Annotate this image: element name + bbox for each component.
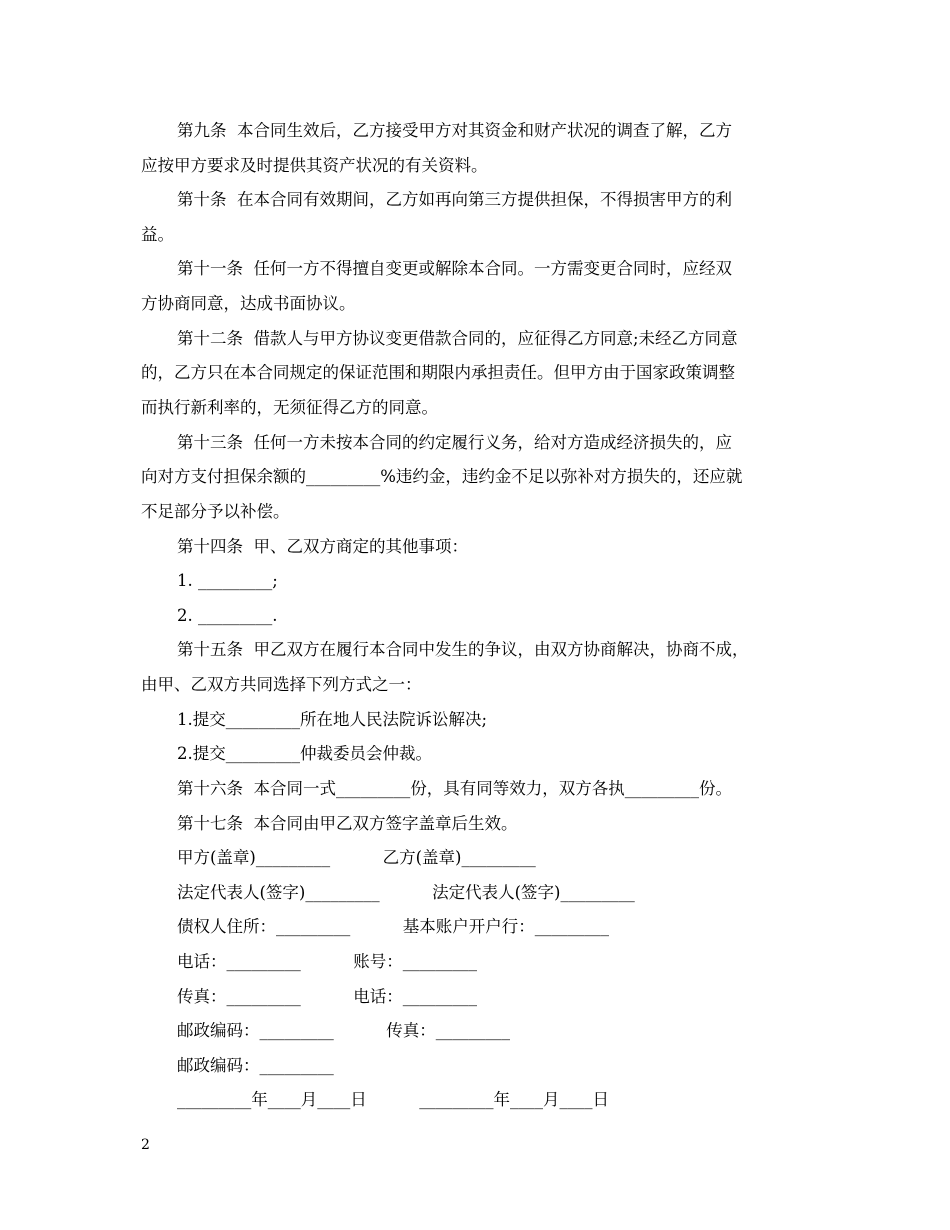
clause-13-line-3: 不足部分予以补偿。 (141, 502, 290, 521)
clause-9-line-2: 应按甲方要求及时提供其资产状况的有关资料。 (141, 156, 488, 175)
clause-10-line-1: 第十条 在本合同有效期间，乙方如再向第三方提供担保，不得损害甲方的利 (177, 190, 732, 209)
clause-12-line-3: 而执行新利率的，无须征得乙方的同意。 (141, 398, 438, 417)
clause-9-line-1: 第九条 本合同生效后，乙方接受甲方对其资金和财产状况的调查了解，乙方 (177, 121, 732, 140)
signature-rep-line: 法定代表人(签字)_________ 法定代表人(签字)_________ (177, 883, 635, 902)
clause-14-item-2: 2. _________. (177, 606, 278, 625)
clause-16-line-1: 第十六条 本合同一式_________份，具有同等效力，双方各执_________份。 (177, 779, 732, 798)
address-bank-line: 债权人住所：_________ 基本账户开户行：_________ (177, 917, 609, 936)
clause-11-line-2: 方协商同意，达成书面协议。 (141, 294, 356, 313)
phone-account-line: 电话：_________ 账号：_________ (177, 952, 477, 971)
clause-15-item-2: 2.提交_________仲裁委员会仲裁。 (177, 744, 432, 763)
fax-phone-line: 传真：_________ 电话：_________ (177, 987, 477, 1006)
clause-13-line-2: 向对方支付担保余额的_________%违约金，违约金不足以弥补对方损失的，还应就 (141, 467, 743, 486)
date-line: _________年____月____日 _________年____月____日 (177, 1090, 609, 1109)
clause-17-line-1: 第十七条 本合同由甲乙双方签字盖章后生效。 (177, 814, 518, 833)
clause-13-line-1: 第十三条 任何一方未按本合同的约定履行义务，给对方造成经济损失的，应 (177, 433, 732, 452)
clause-10-line-2: 益。 (141, 225, 174, 244)
clause-11-line-1: 第十一条 任何一方不得擅自变更或解除本合同。一方需变更合同时，应经双 (177, 259, 732, 278)
signature-seal-line: 甲方(盖章)_________ 乙方(盖章)_________ (177, 848, 536, 867)
clause-12-line-1: 第十二条 借款人与甲方协议变更借款合同的，应征得乙方同意;未经乙方同意 (177, 329, 738, 348)
page-number: 2 (141, 1137, 150, 1153)
clause-15-item-1: 1.提交_________所在地人民法院诉讼解决; (177, 710, 488, 729)
clause-15-line-1: 第十五条 甲乙双方在履行本合同中发生的争议，由双方协商解决，协商不成， (177, 640, 749, 659)
clause-14-line-1: 第十四条 甲、乙双方商定的其他事项： (177, 537, 468, 556)
clause-12-line-2: 的，乙方只在本合同规定的保证范围和期限内承担责任。但甲方由于国家政策调整 (141, 363, 735, 382)
postcode-line: 邮政编码：_________ (177, 1056, 334, 1075)
clause-14-item-1: 1. _________; (177, 571, 278, 590)
clause-15-line-2: 由甲、乙双方共同选择下列方式之一： (141, 675, 422, 694)
postcode-fax-line: 邮政编码：_________ 传真：_________ (177, 1021, 510, 1040)
